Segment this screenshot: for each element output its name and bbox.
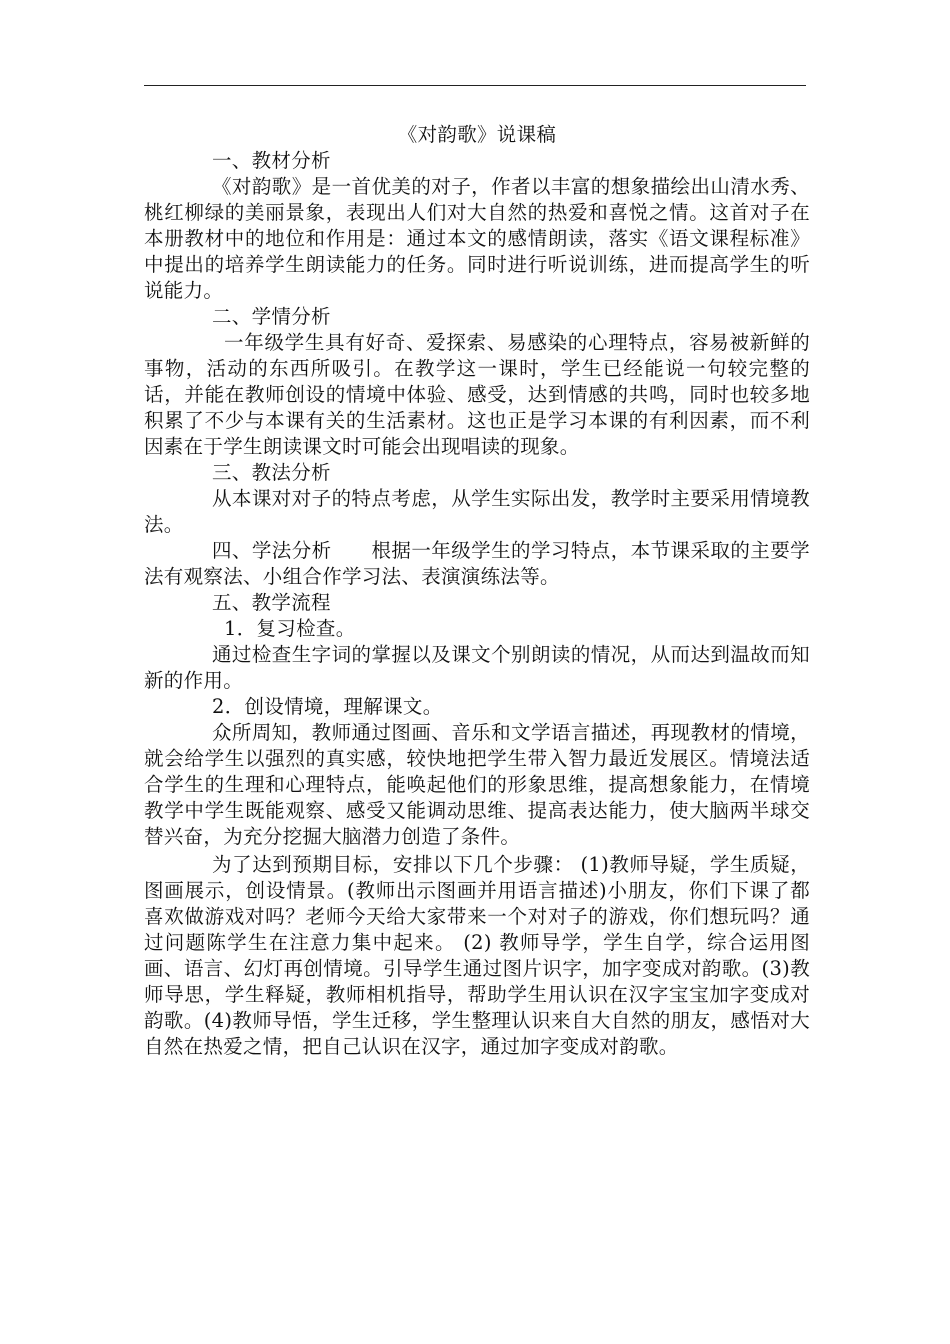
document-body bbox=[144, 122, 810, 1060]
section-heading-3: 三、教法分析 bbox=[212, 461, 331, 484]
steps-paragraph: 为了达到预期目标，安排以下几个步骤： (1)教师导疑，学生质疑，图画展示，创设情景。(教师出示图画并用语言描述)小朋友，你们下课了都喜欢做游戏对吗？老师今天给大家带来一个对对子的游戏，你们想玩吗？通过问题陈学生在注意力集中起来。 (2) 教师导学，学生自学，综合运用图画、语言、幻灯再创情境。引导学生通过图片识字，加字变成对韵歌。(3)教师导思，学生释疑，教师相机指导，帮助学生用认识在汉字宝宝加字变成对韵歌。(4)教师导悟，学生迁移，学生整理认识来自大自然的朋友，感悟对大自然在热爱之情，把自己认识在汉字，通过加字变成对韵歌。 bbox=[144, 853, 810, 1058]
step-heading-2: 2．创设情境，理解课文。 bbox=[212, 695, 443, 718]
step-paragraph-2: 众所周知，教师通过图画、音乐和文学语言描述，再现教材的情境，就会给学生以强烈的真实感，较快地把学生带入智力最近发展区。情境法适合学生的生理和心理特点，能唤起他们的形象思维，提高想象能力，在情境教学中学生既能观察、感受又能调动思维、提高表达能力，使大脑两半球交替兴奋，为充分挖掘大脑潜力创造了条件。 bbox=[144, 721, 810, 848]
section-paragraph-2: 一年级学生具有好奇、爱探索、易感染的心理特点，容易被新鲜的事物，活动的东西所吸引。在教学这一课时，学生已经能说一句较完整的话，并能在教师创设的情境中体验、感受，达到情感的共鸣，同时也较多地积累了不少与本课有关的生活素材。这也正是学习本课的有利因素，而不利因素在于学生朗读课文时可能会出现唱读的现象。 bbox=[144, 331, 810, 458]
section-paragraph-1: 《对韵歌》是一首优美的对子，作者以丰富的想象描绘出山清水秀、桃红柳绿的美丽景象，表现出人们对大自然的热爱和喜悦之情。这首对子在本册教材中的地位和作用是：通过本文的感情朗读，落实《语文课程标准》中提出的培养学生朗读能力的任务。同时进行听说训练，进而提高学生的听说能力。 bbox=[144, 175, 810, 302]
section-heading-2: 二、学情分析 bbox=[212, 305, 331, 328]
header-rule bbox=[144, 85, 806, 86]
section-heading-1: 一、教材分析 bbox=[212, 149, 331, 172]
document-title: 《对韵歌》说课稿 bbox=[397, 123, 557, 146]
section-paragraph-4: 四、学法分析 根据一年级学生的学习特点，本节课采取的主要学法有观察法、小组合作学习法、表演演练法等。 bbox=[144, 539, 810, 588]
step-paragraph-1: 通过检查生字词的掌握以及课文个别朗读的情况，从而达到温故而知新的作用。 bbox=[144, 643, 810, 692]
section-paragraph-3: 从本课对对子的特点考虑，从学生实际出发，教学时主要采用情境教法。 bbox=[144, 487, 810, 536]
step-heading-1: 1．复习检查。 bbox=[224, 617, 356, 640]
section-heading-5: 五、教学流程 bbox=[212, 591, 331, 614]
